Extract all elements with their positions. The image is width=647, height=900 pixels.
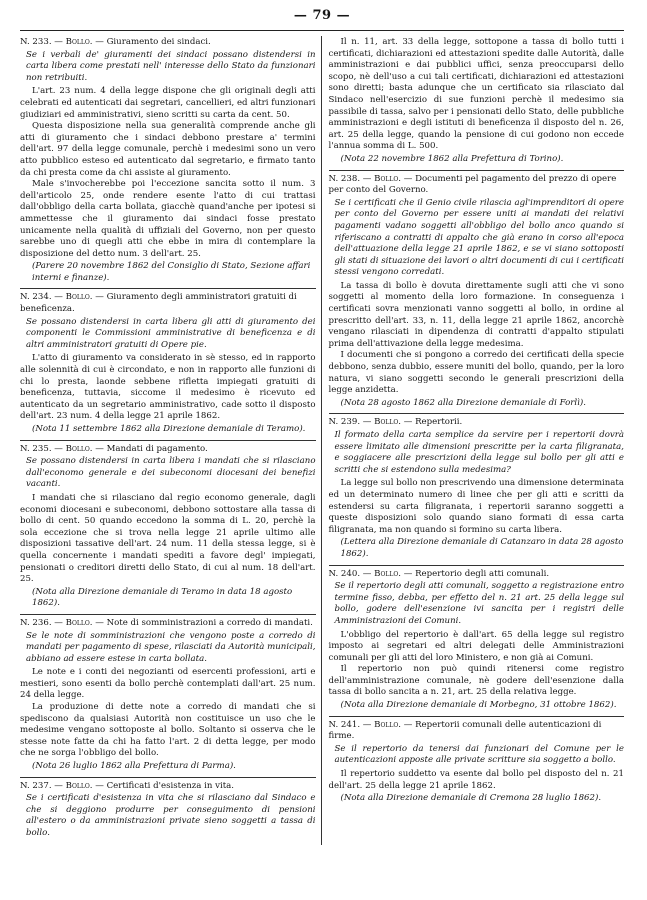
entry-title: Giuramento degli amministratori gratuiti di beneficenza. — [20, 292, 297, 315]
entry-paragraph: La produzione di dette note a corredo di mandati che si spediscono da qualsiasi Autorità non costituisce un uso che le medesime vengano sottoposte al bollo. Soltanto si osserva che le stesse note fatte da chi ha fatto l'art. 2 di detta legge, per modo che ne sorga l'obbligo del bollo. — [20, 702, 316, 759]
entry-number: N. 235. — [20, 443, 52, 454]
entry-question: Se possano distendersi in carta libera gli atti di giuramento dei componenti le Commissioni amministrative di beneficenza e di altri amministratori gratuiti di Opere pie. — [26, 316, 316, 350]
entry-paragraph: Il n. 11, art. 33 della legge, sottopone a tassa di bollo tutti i certificati, dichiarazioni ed attestazioni spedite dalle Autorità, dalle amministrazioni e dai pubblici uffici, senza preoccuparsi dello scopo, nè dell'uso a cui tali certificati, dichiarazioni ed attestazioni sono diretti; basta adunque che un certificato sia rilasciato dal Sindaco nell'esercizio di sue funzioni perchè il medesimo sia passibile di tassa, salvo per i pensionati dello Stato, delle pubbliche amministrazioni e degli istituti di beneficenza il disposto del n. 26, art. 25 della legge, quando la pensione di cui godono non eccede l'annua somma di L. 500. — [328, 37, 624, 152]
entry-heading: N. 237. — Bollo. — Certificati d'esistenza in vita. — [20, 780, 235, 791]
left-column — [20, 36, 321, 845]
entry-question: Se i certificati d'esistenza in vita che si rilasciano dal Sindaco e che si deggiono produrre per conseguimento di pensioni all'estero o da amministrazioni private sieno soggetti a tassa di bollo. — [26, 793, 316, 838]
entry-paragraph: Male s'invocherebbe poi l'eccezione sancita sotto il num. 3 dell'articolo 25, onde rendere esente l'atto di cui trattasi dall'obbligo della carta bollata, giacchè quand'anche per ipotesi si ammettesse che il giuramento dai sindaci fosse prestato unicamente nella qualità di uffiziali del Governo, non per questo sarebbe uno di quegli atti che ebbe in mira di contemplare la disposizione del detto num. 3 dell'art. 25. — [20, 179, 316, 259]
entry — [329, 36, 625, 169]
page-number: — 79 — — [293, 8, 351, 23]
entry-title: Certificati d'esistenza in vita. — [106, 780, 235, 791]
entry-category: Bollo. — [65, 617, 93, 628]
entry-paragraph: L'atto di giuramento va considerato in sè stesso, ed in rapporto alle solennità di cui è circondato, e non in rapporto alle funzioni di chi lo presta, laonde sebbene rifletta impiegati gratuiti di beneficenza, tuttavia, siccome il medesimo è ricevuto ed autenticato da un segretario amministrativo, cade sotto il disposto dell'art. 23 num. 4 della legge 21 aprile 1862. — [20, 353, 316, 422]
entry — [329, 565, 625, 715]
entry-paragraph: L'obbligo del repertorio è dall'art. 65 della legge sul registro imposto ai segretari ed altri delegati delle Amministrazioni comunali per gli atti del loro Ministero, e non già ai Comuni. — [328, 629, 624, 663]
entry-number: N. 240. — [328, 568, 361, 579]
entry-title: Repertorii. — [415, 417, 463, 428]
entry-heading: N. 233. — Bollo. — Giuramento dei sindaci. — [20, 37, 211, 47]
entry-citation: (Nota 26 luglio 1862 alla Prefettura di Parma). — [32, 761, 236, 772]
entry-heading: N. 238. — Bollo. — Documenti pel pagamento del prezzo di opere per conto del Governo. — [328, 173, 617, 196]
entry-citation: (Nota alla Direzione demaniale di Morbegno, 31 ottobre 1862). — [340, 700, 617, 711]
entry-title: Repertorii comunali delle autenticazioni di firme. — [328, 719, 602, 742]
entry-question: Se i certificati che il Genio civile rilascia agl'imprenditori di opere per conto del Governo per essere uniti ai mandati dei relativi pagamenti vadano soggetti all'obbligo del bollo anco quando si riferiscano a contratti di appalto che già erano in corso all'epoca dell'attuazione della legge 21 aprile 1862, e se vi siano sottoposti gli stati di situazione dei lavori o altri documenti di cui i certificati stessi vengono corredati. — [334, 197, 624, 278]
entry-number: N. 238. — [328, 173, 361, 184]
entry-citation: (Parere 20 novembre 1862 del Consiglio di Stato, Sezione affari interni e finanze). — [32, 261, 311, 283]
entry-title: Documenti pel pagamento del prezzo di opere per conto del Governo. — [328, 173, 617, 196]
entry-category: Bollo. — [65, 780, 93, 791]
entry-question: Se le note di somministrazioni che vengono poste a corredo di mandati per pagamento di spese, rilasciati da Autorità municipali, abbiano ad essere estese in carta bollata. — [26, 630, 316, 664]
entry-heading: N. 239. — Bollo. — Repertorii. — [328, 417, 463, 428]
entry-title: Note di somministrazioni a corredo di mandati. — [106, 617, 313, 628]
entry-paragraph: Le note e i conti dei negozianti od esercenti professioni, arti e mestieri, sono esenti da bollo perchè contemplati dall'art. 25 num. 24 della legge. — [20, 667, 316, 701]
entry — [329, 413, 625, 563]
header-rule — [20, 30, 624, 31]
entry-number: N. 241. — [328, 719, 361, 730]
entry-title: Giuramento dei sindaci. — [106, 37, 211, 47]
entry-category: Bollo. — [65, 292, 93, 303]
entry-citation: (Nota 28 agosto 1862 alla Direzione demaniale di Forlì). — [340, 397, 586, 408]
entry-paragraph: I documenti che si pongono a corredo dei certificati della specie debbono, senza dubbio, essere muniti del bollo, quando, per la loro natura, vi siano soggetti secondo le generali prescrizioni della legge anzidetta. — [328, 350, 624, 396]
entry-number: N. 234. — [20, 292, 52, 303]
entry — [20, 288, 316, 438]
entry-number: N. 236. — [20, 617, 52, 628]
entry-number: N. 233. — [20, 37, 52, 47]
entry-heading: N. 235. — Bollo. — Mandati di pagamento. — [20, 443, 208, 454]
entry-category: Bollo. — [65, 443, 93, 454]
entry — [329, 716, 625, 808]
entry-heading: N. 236. — Bollo. — Note di somministrazioni a corredo di mandati. — [20, 617, 313, 628]
entry-heading: N. 241. — Bollo. — Repertorii comunali delle autenticazioni di firme. — [328, 719, 602, 742]
entry-category: Bollo. — [374, 719, 401, 730]
entry — [20, 440, 316, 613]
entry-category: Bollo. — [374, 568, 401, 579]
entry-paragraph: Questa disposizione nella sua generalità comprende anche gli atti di giuramento che i sindaci debbono prestare a' termini dell'art. 97 della legge comunale, perchè i medesimi sono un vero atto pubblico esteso ed autenticato dal segretario, e firmato tanto da chi presta come da chi assiste al giuramento. — [20, 121, 316, 178]
entry-category: Bollo. — [65, 37, 93, 47]
entry-paragraph: L'art. 23 num. 4 della legge dispone che gli originali degli atti celebrati ed autenticati dai segretari, cancellieri, ed altri funzionari giudiziari ed amministrativi, sieno scritti su carta da cent. 50. — [20, 86, 316, 120]
entry-question: Se possano distendersi in carta libera i mandati che si rilasciano dall'economo generale e dei subeconomi diocesani dei benefizi vacanti. — [26, 456, 316, 490]
entry-question: Se il repertorio da tenersi dai funzionari del Comune per le autenticazioni apposte alle private scritture sia soggetto a bollo. — [334, 743, 624, 766]
entry-category: Bollo. — [374, 173, 401, 184]
entry-citation: (Nota alla Direzione demaniale di Teramo in data 18 agosto 1862). — [32, 586, 293, 609]
entry-citation: (Nota alla Direzione demaniale di Cremona 28 luglio 1862). — [340, 793, 602, 804]
entry-number: N. 239. — [328, 417, 361, 428]
entry-title: Repertorio degli atti comunali. — [415, 568, 550, 579]
entry-citation: (Lettera alla Direzione demaniale di Catanzaro in data 28 agosto 1862). — [340, 537, 624, 559]
entry-paragraph: La legge sul bollo non prescrivendo una dimensione determinata ed un determinato numero di linee che per gli atti e scritti da estendersi su carta filigranata, i repertorii saranno soggetti a queste disposizioni solo quando siano formati di essa carta filigranata, ma non quando si formino su carta libera. — [328, 478, 624, 535]
entry-number: N. 237. — [20, 780, 52, 791]
entry-paragraph: La tassa di bollo è dovuta direttamente sugli atti che vi sono soggetti al momento della loro formazione. In conseguenza i certificati sovra menzionati vanno soggetti al bollo, in ordine al prescritto dell'art. 33, n. 11, della legge 21 aprile 1862, ancorchè vengano rilasciati in dipendenza di contratti d'appalto stipulati prima dell'attivazione della legge medesima. — [328, 280, 624, 349]
entry-heading: N. 234. — Bollo. — Giuramento degli amministratori gratuiti di beneficenza. — [20, 292, 297, 315]
entry-paragraph: Il repertorio suddetto va esente dal bollo pel disposto del n. 21 dell'art. 25 della legge 21 aprile 1862. — [328, 769, 624, 791]
entry-question: Se i verbali de' giuramenti dei sindaci possano distendersi in carta libera come prestati nell' interesse dello Stato da funzionari non retribuiti. — [26, 49, 316, 83]
entry — [20, 777, 316, 845]
entry-question: Il formato della carta semplice da servire per i repertorii dovrà essere limitato alle dimensioni prescritte per la carta filigranata, e soggiacere alle prescrizioni della legge sul bollo per gli atti e scritti che si estendono sulla medesima? — [334, 430, 624, 475]
entry-question: Se il repertorio degli atti comunali, soggetto a registrazione entro termine fisso, debba, per effetto del n. 21 art. 25 della legge sul bollo, godere dell'esenzione ivi sancita per i registri delle Amministrazioni dei Comuni. — [334, 581, 624, 626]
entry-title: Mandati di pagamento. — [106, 443, 208, 454]
two-column-body — [20, 36, 624, 845]
entry-citation: (Nota 22 novembre 1862 alla Prefettura di Torino). — [340, 153, 564, 164]
entry-category: Bollo. — [374, 417, 401, 428]
entry — [20, 614, 316, 776]
entry-heading: N. 240. — Bollo. — Repertorio degli atti comunali. — [328, 568, 550, 579]
entry-paragraph: Il repertorio non può quindi ritenersi come registro dell'amministrazione comunale, nè godere dell'esenzione dalla tassa di bollo sancita a n. 21, art. 25 della relativa legge. — [328, 664, 624, 698]
entry — [20, 36, 316, 287]
right-column — [321, 36, 625, 845]
entry — [329, 170, 625, 413]
entry-citation: (Nota 11 settembre 1862 alla Direzione demaniale di Teramo). — [32, 424, 306, 434]
entry-paragraph: I mandati che si rilasciano dal regio economo generale, dagli economi diocesani e subeconomi, debbono sottostare alla tassa di bollo di cent. 50 quando eccedono la somma di L. 20, perchè la sola eccezione che si trova nella legge 21 aprile ultimo alle disposizioni tassative dell'art. 24 num. 11 della stessa legge, si è quella concernente i mandati spediti a favore degl' impiegati, pensionati o creditori diretti dello Stato, di cui al num. 18 dell'art. 25. — [20, 492, 316, 585]
